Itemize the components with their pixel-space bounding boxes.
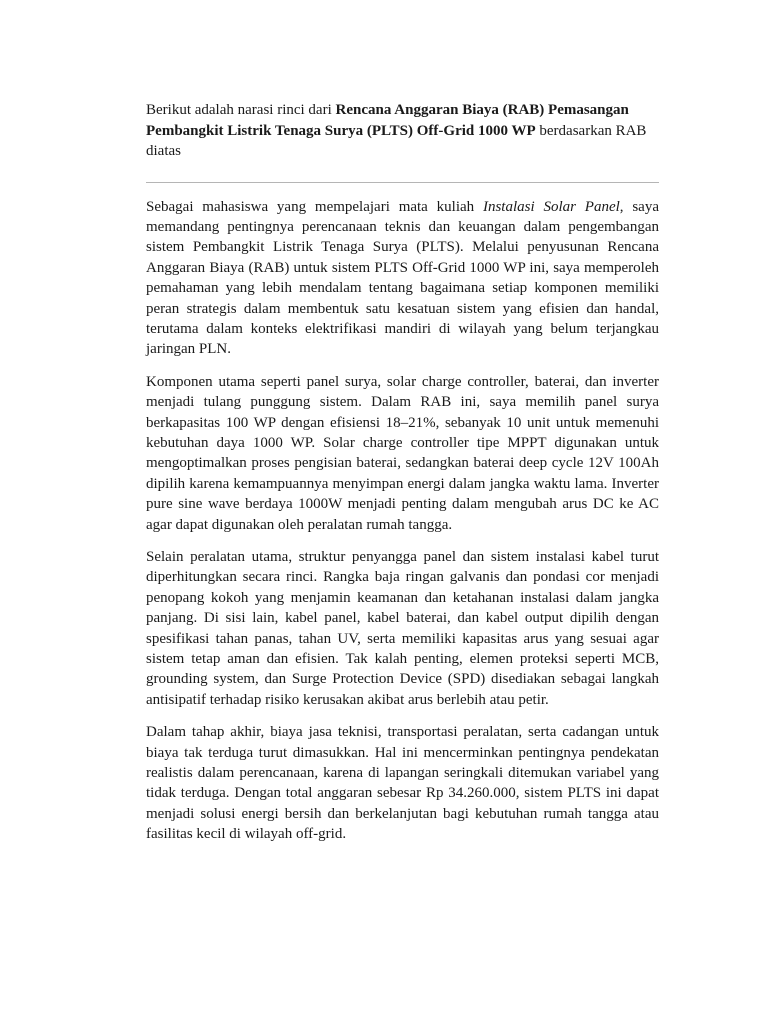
paragraph-3: Selain peralatan utama, struktur penyangga panel dan sistem instalasi kabel turut diperhitungkan secara rinci. Rangka baja ringan galvanis dan pondasi cor menjadi penopang kokoh yang menjamin keamanan dan ketahanan instalasi dalam jangka panjang. Di sisi lain, kabel panel, kabel baterai, dan kabel output dipilih dengan spesifikasi tahan panas, tahan UV, serta memiliki kapasitas arus yang sesuai agar sistem tetap aman dan efisien. Tak kalah penting, elemen proteksi seperti MCB, grounding system, dan Surge Protection Device (SPD) disediakan sebagai langkah antisipatif terhadap risiko kerusakan akibat arus berlebih atau petir. [146,549,659,708]
body-text [146,197,659,845]
divider [146,182,659,183]
intro-prefix: Berikut adalah narasi rinci dari [146,102,336,118]
paragraph-1-lead: Sebagai mahasiswa yang mempelajari mata kuliah [146,198,483,215]
paragraph-2: Komponen utama seperti panel surya, solar charge controller, baterai, dan inverter menjadi tulang punggung sistem. Dalam RAB ini, saya memilih panel surya berkapasitas 100 WP dengan efisiensi 18–21%, sebanyak 10 unit untuk memenuhi kebutuhan daya 1000 WP. Solar charge controller tipe MPPT digunakan untuk mengoptimalkan proses pengisian baterai, sedangkan baterai deep cycle 12V 100Ah dipilih karena kemampuannya menyimpan energi dalam jangka waktu lama. Inverter pure sine wave berdaya 1000W menjadi penting dalam mengubah arus DC ke AC agar dapat digunakan oleh peralatan rumah tangga. [146,373,659,533]
intro-suffix: berdasarkan RAB diatas [146,122,647,159]
intro-bold-title: Rencana Anggaran Biaya (RAB) Pemasangan Pembangkit Listrik Tenaga Surya (PLTS) Off-Grid 1000 WP [146,102,629,139]
paragraph-1-rest: , saya memandang pentingnya perencanaan teknis dan keuangan dalam pengembangan sistem Pembangkit Listrik Tenaga Surya (PLTS). Melalui penyusunan Rencana Anggaran Biaya (RAB) untuk sistem PLTS Off-Grid 1000 WP ini, saya memperoleh pemahaman yang lebih mendalam tentang bagaimana setiap komponen memiliki peran strategis dalam membentuk satu kesatuan sistem yang efisien dan handal, terutama dalam konteks elektrifikasi mandiri di wilayah yang belum terjangkau jaringan PLN. [146,198,660,358]
paragraph-4: Dalam tahap akhir, biaya jasa teknisi, transportasi peralatan, serta cadangan untuk biaya tak terduga turut dimasukkan. Hal ini mencerminkan pentingnya pendekatan realistis dalam perencanaan, karena di lapangan seringkali ditemukan variabel yang tidak terduga. Dengan total anggaran sebesar Rp 34.260.000, sistem PLTS ini dapat menjadi solusi energi bersih dan berkelanjutan bagi kebutuhan rumah tangga atau fasilitas kecil di wilayah off-grid. [146,724,659,843]
intro-text [146,100,659,162]
document-page [146,100,659,857]
paragraph-1 [146,197,659,360]
course-name: Instalasi Solar Panel [482,198,620,215]
